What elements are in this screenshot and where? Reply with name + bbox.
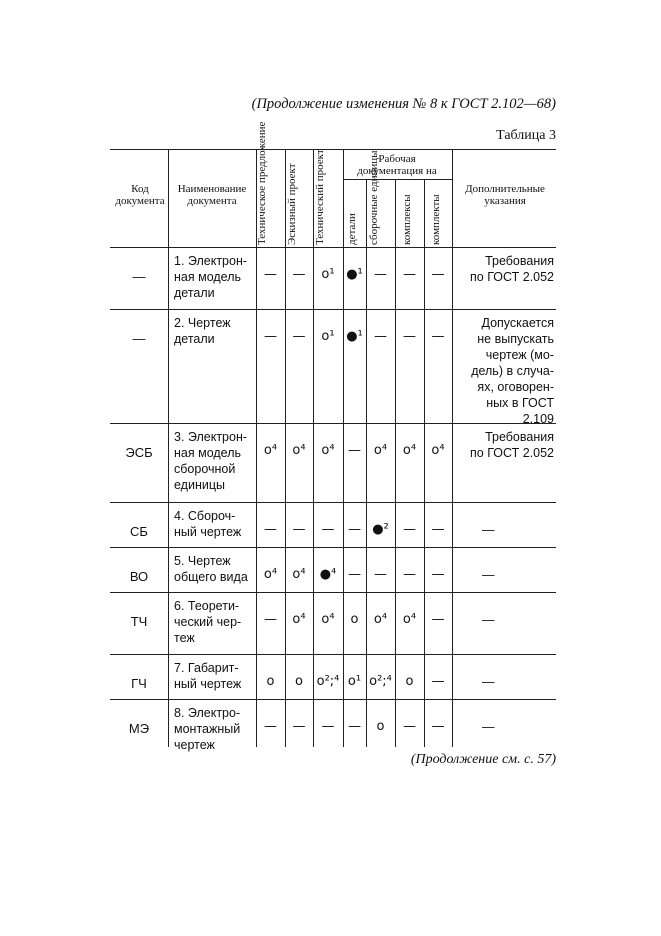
- row-mark: —: [264, 719, 277, 734]
- row-mark: —: [431, 612, 445, 627]
- col-divider: [452, 149, 453, 747]
- row-mark: —: [403, 522, 416, 537]
- row-mark: —: [374, 329, 387, 344]
- row-mark: o: [376, 719, 385, 734]
- row-note: Требования по ГОСТ 2.052: [470, 430, 554, 460]
- row-mark: o⁴: [263, 443, 278, 458]
- row-note: Допускается не выпускать чертеж (мо- дель) в случа- ях, оговорен- ных в ГОСТ 2.109: [471, 316, 554, 426]
- row-divider: [110, 502, 556, 503]
- col-header-kits: комплекты: [430, 194, 442, 245]
- row-mark: o⁴: [292, 443, 306, 458]
- row-mark: —: [403, 267, 416, 282]
- row-mark: —: [431, 674, 445, 689]
- row-name: 5. Чертеж общего вида: [174, 554, 248, 584]
- row-mark: —: [431, 719, 445, 734]
- row-mark: —: [292, 267, 306, 282]
- row-mark: —: [264, 612, 277, 627]
- row-note: —: [482, 523, 495, 537]
- row-mark: —: [431, 522, 445, 537]
- row-name: 6. Теорети- ческий чер- теж: [174, 599, 242, 645]
- row-mark: o¹: [347, 674, 362, 689]
- footer-continuation: (Продолжение см. с. 57): [410, 752, 556, 767]
- row-mark: —: [403, 329, 416, 344]
- row-name: 4. Сбороч- ный чертеж: [174, 509, 242, 539]
- row-mark: —: [431, 567, 445, 582]
- row-mark: o: [350, 612, 359, 627]
- row-mark: ●²: [372, 522, 389, 537]
- col-header-tech-proposal: Техническое предложение: [256, 121, 268, 245]
- row-code: —: [132, 269, 146, 284]
- row-mark: —: [374, 267, 387, 282]
- row-mark: o¹: [321, 267, 335, 282]
- row-divider: [110, 309, 556, 310]
- row-mark: o⁴: [402, 443, 417, 458]
- row-mark: —: [348, 719, 361, 734]
- row-mark: o⁴: [431, 443, 445, 458]
- row-code: —: [132, 331, 146, 346]
- row-divider: [110, 547, 556, 548]
- row-note: Требования по ГОСТ 2.052: [470, 254, 554, 284]
- row-name: 1. Электрон- ная модель детали: [174, 254, 248, 300]
- row-mark: —: [403, 719, 416, 734]
- row-mark: —: [348, 443, 361, 458]
- row-mark: —: [264, 329, 277, 344]
- row-code: ТЧ: [130, 614, 148, 629]
- row-mark: —: [374, 567, 387, 582]
- row-mark: —: [321, 719, 335, 734]
- row-name: 2. Чертеж детали: [174, 316, 231, 346]
- row-divider: [110, 592, 556, 593]
- row-mark: o⁴: [402, 612, 417, 627]
- header-continuation: (Продолжение изменения № 8 к ГОСТ 2.102—68): [251, 96, 556, 112]
- row-mark: —: [431, 267, 445, 282]
- row-mark: o⁴: [373, 612, 388, 627]
- col-header-working-group: Рабочая документация на: [357, 153, 437, 177]
- row-mark: —: [264, 522, 277, 537]
- row-code: СБ: [130, 524, 148, 539]
- col-divider: [366, 179, 367, 747]
- row-note: —: [482, 613, 495, 627]
- row-note: —: [482, 568, 495, 582]
- row-mark: o: [266, 674, 275, 689]
- table-top-border: [110, 149, 556, 150]
- row-mark: o²;⁴: [316, 674, 340, 689]
- row-mark: o⁴: [321, 443, 335, 458]
- row-mark: o: [405, 674, 414, 689]
- row-mark: o⁴: [373, 443, 388, 458]
- col-divider: [395, 179, 396, 747]
- col-header-name: Наименование документа: [177, 183, 247, 207]
- row-mark: o⁴: [292, 567, 306, 582]
- row-mark: —: [292, 329, 306, 344]
- row-divider: [110, 247, 556, 248]
- row-mark: —: [348, 522, 361, 537]
- row-mark: o¹: [321, 329, 335, 344]
- row-mark: ●⁴: [319, 567, 337, 582]
- row-mark: o⁴: [263, 567, 278, 582]
- col-header-parts: детали: [346, 213, 358, 245]
- row-divider: [110, 699, 556, 700]
- row-divider: [110, 654, 556, 655]
- col-header-assembly: сборочные единицы: [368, 150, 380, 245]
- row-mark: —: [431, 329, 445, 344]
- col-header-complexes: комплексы: [401, 194, 413, 245]
- row-mark: o⁴: [321, 612, 335, 627]
- row-name: 8. Электро- монтажный чертеж: [174, 706, 241, 752]
- row-mark: o²;⁴: [369, 674, 392, 689]
- row-note: —: [482, 720, 495, 734]
- col-header-code: Код документа: [115, 183, 165, 207]
- col-divider: [424, 179, 425, 747]
- row-mark: —: [264, 267, 277, 282]
- row-name: 7. Габарит- ный чертеж: [174, 661, 242, 691]
- row-code: ГЧ: [131, 676, 147, 691]
- table-label: Таблица 3: [496, 128, 556, 143]
- row-code: ВО: [129, 569, 149, 584]
- row-mark: —: [403, 567, 416, 582]
- col-divider: [168, 149, 169, 747]
- row-mark: —: [348, 567, 361, 582]
- working-group-divider: [343, 179, 452, 180]
- row-mark: —: [321, 522, 335, 537]
- row-name: 3. Электрон- ная модель сборочной единицы: [174, 430, 248, 492]
- row-mark: ●¹: [346, 267, 363, 282]
- col-header-sketch: Эскизный проект: [286, 163, 298, 245]
- row-note: —: [482, 675, 495, 689]
- row-code: ЭСБ: [125, 445, 153, 460]
- row-mark: o: [295, 674, 303, 689]
- col-header-notes: Дополнительные указания: [465, 183, 545, 207]
- row-mark: —: [292, 522, 306, 537]
- row-mark: ●¹: [346, 329, 363, 344]
- row-mark: —: [292, 719, 306, 734]
- col-header-tech-project: Технический проект: [314, 149, 326, 245]
- row-mark: o⁴: [292, 612, 306, 627]
- row-code: МЭ: [128, 721, 150, 736]
